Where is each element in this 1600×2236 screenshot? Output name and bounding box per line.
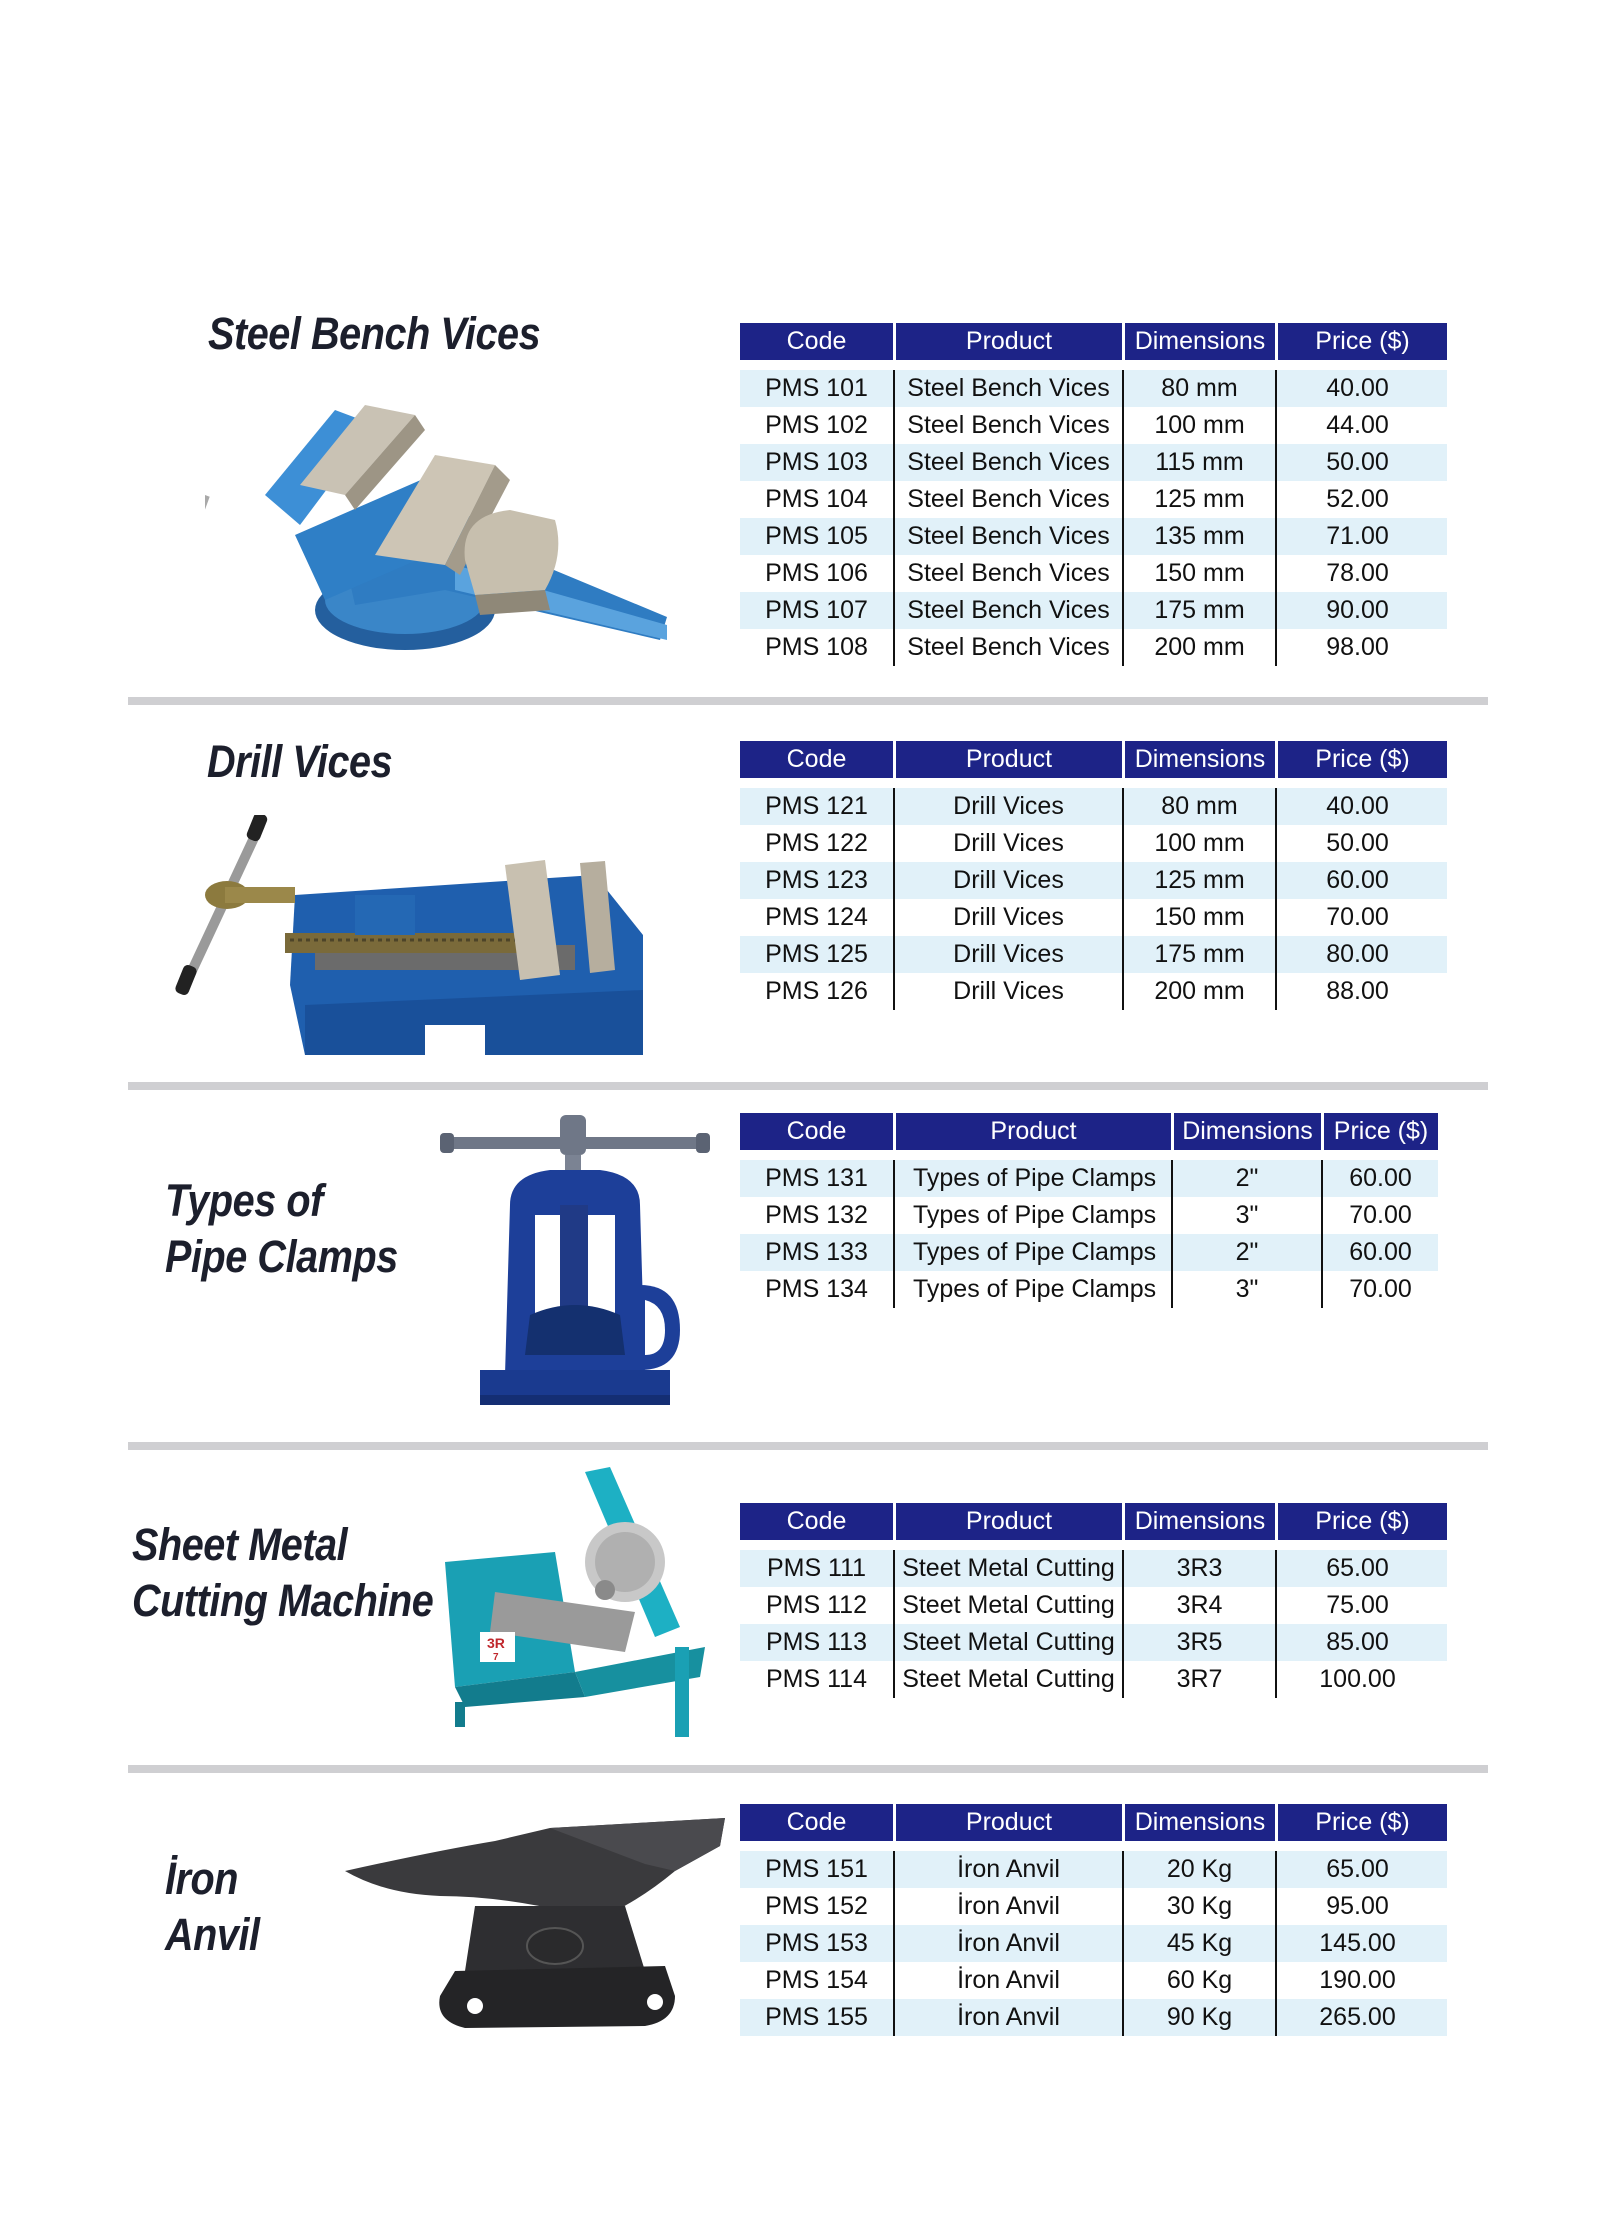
table-row: [740, 936, 1447, 973]
column-header-dimensions: Dimensions: [1125, 323, 1275, 360]
table-header: [740, 1804, 1447, 1841]
table-row: [740, 518, 1447, 555]
cell-code: PMS 108: [765, 633, 868, 661]
cell-product: Steel Bench Vices: [893, 592, 1122, 629]
column-header-product: Product: [896, 323, 1122, 360]
cell-code: PMS 105: [765, 522, 868, 550]
table-row: [740, 407, 1447, 444]
cell-dimensions: 20 Kg: [1122, 1851, 1275, 1888]
table-row: [740, 555, 1447, 592]
cell-product: Types of Pipe Clamps: [893, 1234, 1171, 1271]
table-row: [740, 629, 1447, 666]
cell-product: Steel Bench Vices: [893, 444, 1122, 481]
section-divider: [128, 1442, 1488, 1450]
cell-code: PMS 114: [766, 1665, 867, 1693]
cell-code: PMS 104: [765, 485, 868, 513]
pipe-clamps-table: [740, 1113, 1438, 1308]
table-row: [740, 1999, 1447, 2036]
cell-dimensions: 100 mm: [1122, 825, 1275, 862]
svg-text:3R: 3R: [487, 1635, 505, 1651]
cell-dimensions: 135 mm: [1122, 518, 1275, 555]
cell-code: PMS 151: [765, 1855, 868, 1883]
cell-price: 80.00: [1275, 936, 1438, 973]
cell-dimensions: 30 Kg: [1122, 1888, 1275, 1925]
table-row: [740, 825, 1447, 862]
cell-product: Steet Metal Cutting: [893, 1587, 1122, 1624]
table-row: [740, 1661, 1447, 1698]
cell-dimensions: 115 mm: [1122, 444, 1275, 481]
cell-code: PMS 113: [766, 1628, 867, 1656]
cell-price: 190.00: [1275, 1962, 1438, 1999]
section-divider: [128, 1765, 1488, 1773]
cell-dimensions: 45 Kg: [1122, 1925, 1275, 1962]
cell-dimensions: 3": [1171, 1271, 1321, 1308]
section-title: İron Anvil: [165, 1853, 260, 1960]
table-header: [740, 1503, 1447, 1540]
column-header-code: Code: [740, 323, 893, 360]
drill-vices-table: [740, 741, 1447, 1010]
drill-vice-illustration: [165, 815, 650, 1065]
cell-dimensions: 200 mm: [1122, 973, 1275, 1010]
cell-product: İron Anvil: [893, 1888, 1122, 1925]
cell-product: Types of Pipe Clamps: [893, 1160, 1171, 1197]
column-header-dimensions: Dimensions: [1174, 1113, 1321, 1150]
cell-dimensions: 2": [1171, 1160, 1321, 1197]
cell-code: PMS 154: [765, 1966, 868, 1994]
cell-dimensions: 3R7: [1122, 1661, 1275, 1698]
column-header-price: Price ($): [1324, 1113, 1438, 1150]
cell-price: 40.00: [1275, 370, 1438, 407]
table-row: [740, 1550, 1447, 1587]
cell-code: PMS 126: [765, 977, 868, 1005]
section-title: Drill Vices: [207, 736, 393, 787]
cell-product: Drill Vices: [893, 899, 1122, 936]
section-divider: [128, 697, 1488, 705]
table-row: [740, 1587, 1447, 1624]
table-header: [740, 1113, 1438, 1150]
cell-price: 65.00: [1275, 1550, 1438, 1587]
cell-code: PMS 121: [765, 792, 868, 820]
cell-price: 44.00: [1275, 407, 1438, 444]
column-header-product: Product: [896, 1804, 1122, 1841]
cell-dimensions: 125 mm: [1122, 862, 1275, 899]
cell-product: İron Anvil: [893, 1925, 1122, 1962]
column-header-product: Product: [896, 1503, 1122, 1540]
cell-price: 70.00: [1321, 1197, 1438, 1234]
pipe-clamp-illustration: [440, 1115, 710, 1415]
table-row: [740, 444, 1447, 481]
cell-dimensions: 60 Kg: [1122, 1962, 1275, 1999]
cell-price: 71.00: [1275, 518, 1438, 555]
cell-price: 70.00: [1275, 899, 1438, 936]
cell-dimensions: 125 mm: [1122, 481, 1275, 518]
cell-price: 50.00: [1275, 444, 1438, 481]
cell-product: Types of Pipe Clamps: [893, 1197, 1171, 1234]
cell-code: PMS 111: [766, 1554, 867, 1582]
cell-product: Drill Vices: [893, 973, 1122, 1010]
cell-dimensions: 3R3: [1122, 1550, 1275, 1587]
cell-product: Types of Pipe Clamps: [893, 1271, 1171, 1308]
bench-vices-table: [740, 323, 1447, 666]
table-row: [740, 1888, 1447, 1925]
cell-code: PMS 124: [765, 903, 868, 931]
cell-code: PMS 112: [766, 1591, 867, 1619]
cell-dimensions: 80 mm: [1122, 370, 1275, 407]
cell-code: PMS 131: [765, 1164, 868, 1192]
table-header: [740, 741, 1447, 778]
cell-product: Steet Metal Cutting: [893, 1661, 1122, 1698]
cell-code: PMS 107: [765, 596, 868, 624]
column-header-dimensions: Dimensions: [1125, 741, 1275, 778]
cell-code: PMS 134: [765, 1275, 868, 1303]
cell-price: 50.00: [1275, 825, 1438, 862]
cell-code: PMS 155: [765, 2003, 868, 2031]
cell-price: 265.00: [1275, 1999, 1438, 2036]
cell-product: İron Anvil: [893, 1962, 1122, 1999]
cell-product: Steet Metal Cutting: [893, 1624, 1122, 1661]
cell-code: PMS 103: [765, 448, 868, 476]
cell-dimensions: 80 mm: [1122, 788, 1275, 825]
table-row: [740, 1925, 1447, 1962]
table-header: [740, 323, 1447, 360]
cell-price: 88.00: [1275, 973, 1438, 1010]
section-title: Sheet Metal Cutting Machine: [132, 1519, 434, 1626]
cell-price: 95.00: [1275, 1888, 1438, 1925]
cell-dimensions: 150 mm: [1122, 555, 1275, 592]
cell-product: Steel Bench Vices: [893, 407, 1122, 444]
cell-product: İron Anvil: [893, 1851, 1122, 1888]
table-row: [740, 592, 1447, 629]
cell-code: PMS 125: [765, 940, 868, 968]
column-header-code: Code: [740, 1503, 893, 1540]
column-header-price: Price ($): [1278, 1804, 1447, 1841]
cell-code: PMS 101: [765, 374, 868, 402]
cell-product: Steet Metal Cutting: [893, 1550, 1122, 1587]
table-row: [740, 1271, 1438, 1308]
cell-product: Steel Bench Vices: [893, 518, 1122, 555]
table-row: [740, 1160, 1438, 1197]
sheet-metal-cutter-illustration: [435, 1462, 715, 1737]
cell-product: Drill Vices: [893, 936, 1122, 973]
column-header-dimensions: Dimensions: [1125, 1804, 1275, 1841]
cell-price: 98.00: [1275, 629, 1438, 666]
cell-product: Drill Vices: [893, 862, 1122, 899]
table-row: [740, 1962, 1447, 1999]
column-header-product: Product: [896, 1113, 1171, 1150]
anvil-illustration: [345, 1806, 730, 2036]
table-row: [740, 788, 1447, 825]
iron-anvil-table: [740, 1804, 1447, 2036]
section-divider: [128, 1082, 1488, 1090]
column-header-product: Product: [896, 741, 1122, 778]
column-header-code: Code: [740, 1804, 893, 1841]
table-row: [740, 370, 1447, 407]
table-row: [740, 862, 1447, 899]
section-title: Types of Pipe Clamps: [165, 1175, 398, 1282]
cell-price: 52.00: [1275, 481, 1438, 518]
cell-code: PMS 122: [765, 829, 868, 857]
cell-dimensions: 175 mm: [1122, 592, 1275, 629]
cell-price: 78.00: [1275, 555, 1438, 592]
cell-price: 60.00: [1275, 862, 1438, 899]
cell-dimensions: 175 mm: [1122, 936, 1275, 973]
svg-text:7: 7: [493, 1652, 499, 1663]
column-header-dimensions: Dimensions: [1125, 1503, 1275, 1540]
cell-price: 145.00: [1275, 1925, 1438, 1962]
sheet-metal-table: [740, 1503, 1447, 1698]
cell-code: PMS 132: [765, 1201, 868, 1229]
cell-price: 65.00: [1275, 1851, 1438, 1888]
cell-dimensions: 150 mm: [1122, 899, 1275, 936]
cell-price: 40.00: [1275, 788, 1438, 825]
cell-product: Steel Bench Vices: [893, 481, 1122, 518]
table-row: [740, 1624, 1447, 1661]
cell-product: Steel Bench Vices: [893, 370, 1122, 407]
cell-price: 70.00: [1321, 1271, 1438, 1308]
cell-price: 85.00: [1275, 1624, 1438, 1661]
cell-product: Steel Bench Vices: [893, 555, 1122, 592]
column-header-price: Price ($): [1278, 1503, 1447, 1540]
table-row: [740, 1851, 1447, 1888]
table-row: [740, 1234, 1438, 1271]
table-row: [740, 973, 1447, 1010]
cell-code: PMS 153: [765, 1929, 868, 1957]
table-row: [740, 481, 1447, 518]
cell-price: 100.00: [1275, 1661, 1438, 1698]
cell-price: 60.00: [1321, 1160, 1438, 1197]
column-header-code: Code: [740, 1113, 893, 1150]
column-header-price: Price ($): [1278, 323, 1447, 360]
bench-vice-illustration: [205, 385, 670, 660]
column-header-code: Code: [740, 741, 893, 778]
cell-dimensions: 200 mm: [1122, 629, 1275, 666]
cell-price: 90.00: [1275, 592, 1438, 629]
cell-code: PMS 133: [765, 1238, 868, 1266]
cell-dimensions: 3": [1171, 1197, 1321, 1234]
cell-dimensions: 3R4: [1122, 1587, 1275, 1624]
cell-code: PMS 152: [765, 1892, 868, 1920]
cell-price: 75.00: [1275, 1587, 1438, 1624]
table-row: [740, 899, 1447, 936]
cell-product: Drill Vices: [893, 788, 1122, 825]
column-header-price: Price ($): [1278, 741, 1447, 778]
table-row: [740, 1197, 1438, 1234]
cell-product: Drill Vices: [893, 825, 1122, 862]
cell-dimensions: 100 mm: [1122, 407, 1275, 444]
cell-code: PMS 102: [765, 411, 868, 439]
cell-dimensions: 3R5: [1122, 1624, 1275, 1661]
cell-dimensions: 90 Kg: [1122, 1999, 1275, 2036]
cell-code: PMS 123: [765, 866, 868, 894]
cell-product: İron Anvil: [893, 1999, 1122, 2036]
section-title: Steel Bench Vices: [208, 308, 541, 359]
cell-code: PMS 106: [765, 559, 868, 587]
cell-product: Steel Bench Vices: [893, 629, 1122, 666]
cell-price: 60.00: [1321, 1234, 1438, 1271]
cell-dimensions: 2": [1171, 1234, 1321, 1271]
